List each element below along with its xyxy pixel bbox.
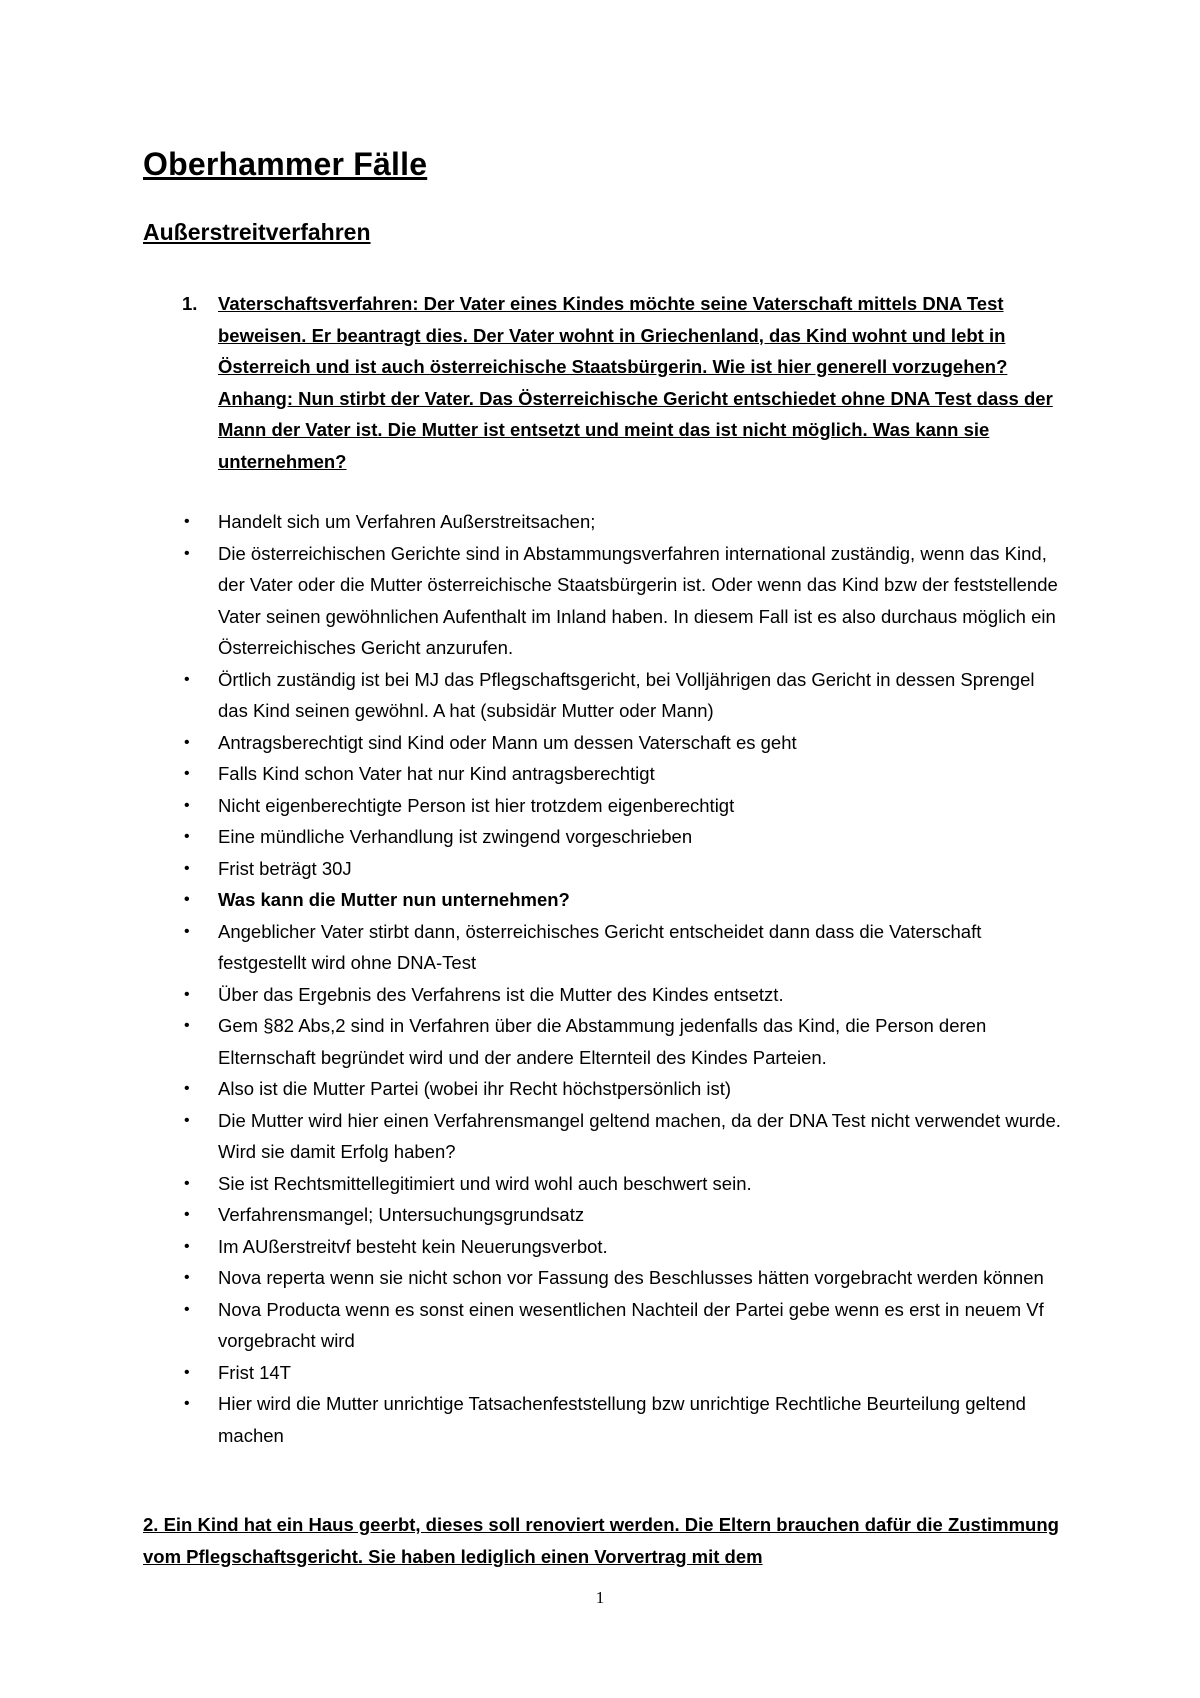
list-item-text: Nicht eigenberechtigte Person ist hier trotzdem eigenberechtigt — [218, 794, 735, 816]
list-item — [182, 758, 1062, 790]
question-1-number: 1. — [182, 293, 198, 314]
bullet-icon: • — [184, 1300, 190, 1318]
bullet-icon: • — [184, 891, 190, 908]
list-item-text: Nova Producta wenn es sonst einen wesentlichen Nachteil der Partei gebe wenn es erst in neuem Vf vorgebracht wird — [218, 1298, 1044, 1351]
list-item-text: Die österreichischen Gerichte sind in Abstammungsverfahren international zuständig, wenn das Kind, der Vater oder die Mutter österreichische Staatsbürgerin ist. Oder wenn das Kind bzw der feststellende Vater seinen gewöhnlichen Aufenthalt im Inland haben. In diesem Fall ist es also durchaus möglich ein Österreichisches Gericht anzurufen. — [218, 542, 1058, 658]
list-item — [182, 1010, 1062, 1073]
question-1 — [182, 288, 1062, 477]
list-item-text: Örtlich zuständig ist bei MJ das Pflegschaftsgericht, bei Volljährigen das Gericht in dessen Sprengel das Kind seinen gewöhnl. A hat (subsidär Mutter oder Mann) — [218, 668, 1035, 721]
list-item-text: Sie ist Rechtsmittellegitimiert und wird wohl auch beschwert sein. — [218, 1172, 752, 1194]
list-item — [182, 1231, 1062, 1263]
list-item — [182, 790, 1062, 822]
list-item-text: Eine mündliche Verhandlung ist zwingend vorgeschrieben — [218, 826, 693, 847]
bullet-icon: • — [184, 513, 190, 530]
list-item — [182, 727, 1062, 759]
list-item-text: Die Mutter wird hier einen Verfahrensmangel geltend machen, da der DNA Test nicht verwendet wurde. Wird sie damit Erfolg haben? — [218, 1109, 1061, 1162]
bullet-icon: • — [184, 1237, 190, 1255]
list-item — [182, 1388, 1062, 1451]
bullet-icon: • — [184, 922, 190, 940]
bullet-icon: • — [184, 985, 190, 1003]
answer-bullet-list — [182, 506, 1062, 1451]
question-2-text: 2. Ein Kind hat ein Haus geerbt, dieses soll renoviert werden. Die Eltern brauchen dafür die Zustimmung vom Pflegschaftsgericht. Sie haben lediglich einen Vorvertrag mit dem — [143, 1514, 1059, 1567]
list-item-text: Also ist die Mutter Partei (wobei ihr Recht höchstpersönlich ist) — [218, 1078, 732, 1099]
list-item — [182, 884, 1062, 916]
list-item — [182, 506, 1062, 538]
list-item — [182, 1357, 1062, 1389]
list-item — [182, 853, 1062, 885]
document-title: Oberhammer Fälle — [143, 146, 428, 182]
list-item-text: Über das Ergebnis des Verfahrens ist die Mutter des Kindes entsetzt. — [218, 983, 784, 1005]
bullet-icon: • — [184, 1269, 190, 1286]
list-item-text: Verfahrensmangel; Untersuchungsgrundsatz — [218, 1204, 585, 1225]
list-item-text: Antragsberechtigt sind Kind oder Mann um dessen Vaterschaft es geht — [218, 731, 797, 753]
list-item — [182, 916, 1062, 979]
bullet-icon: • — [184, 670, 190, 688]
list-item — [182, 1199, 1062, 1231]
bullet-icon: • — [184, 1363, 190, 1381]
list-item-text: Angeblicher Vater stirbt dann, österreichisches Gericht entscheidet dann dass die Vaterschaft festgestellt wird ohne DNA-Test — [218, 920, 982, 973]
bullet-icon: • — [184, 1017, 190, 1034]
list-item-text: Hier wird die Mutter unrichtige Tatsachenfeststellung bzw unrichtige Rechtliche Beurteilung geltend machen — [218, 1393, 1026, 1446]
list-item-text: Handelt sich um Verfahren Außerstreitsachen; — [218, 511, 596, 532]
question-1-text: Vaterschaftsverfahren: Der Vater eines Kindes möchte seine Vaterschaft mittels DNA Test beweisen. Er beantragt dies. Der Vater wohnt in Griechenland, das Kind wohnt und lebt in Österreich und ist auch österreichische Staatsbürgerin. Wie ist hier generell vorzugehen? Anhang: Nun stirbt der Vater. Das Österreichische Gericht entschiedet ohne DNA Test dass der Mann der Vater ist. Die Mutter ist entsetzt und meint das ist nicht möglich. Was kann sie unternehmen? — [218, 293, 1053, 472]
list-item-text: Falls Kind schon Vater hat nur Kind antragsberechtigt — [218, 763, 655, 784]
list-item — [182, 538, 1062, 664]
list-item — [182, 1294, 1062, 1357]
list-item-text: Was kann die Mutter nun unternehmen? — [218, 889, 570, 910]
list-item — [182, 664, 1062, 727]
list-item — [182, 821, 1062, 853]
page-number: 1 — [595, 1588, 605, 1607]
list-item-text: Gem §82 Abs,2 sind in Verfahren über die Abstammung jedenfalls das Kind, die Person deren Elternschaft begründet wird und der andere Elternteil des Kindes Parteien. — [218, 1015, 987, 1068]
list-item-text: Frist beträgt 30J — [218, 857, 352, 879]
list-item — [182, 1105, 1062, 1168]
list-item-text: Im AUßerstreitvf besteht kein Neuerungsverbot. — [218, 1235, 608, 1257]
bullet-icon: • — [184, 765, 190, 782]
bullet-icon: • — [184, 544, 190, 562]
bullet-icon: • — [184, 1395, 190, 1412]
bullet-icon: • — [184, 1206, 190, 1223]
list-item — [182, 1073, 1062, 1105]
bullet-icon: • — [184, 859, 190, 877]
bullet-icon: • — [184, 828, 190, 845]
bullet-icon: • — [184, 733, 190, 751]
list-item-text: Nova reperta wenn sie nicht schon vor Fassung des Beschlusses hätten vorgebracht werden können — [218, 1267, 1044, 1288]
list-item — [182, 1262, 1062, 1294]
list-item — [182, 1168, 1062, 1200]
list-item-text: Frist 14T — [218, 1361, 291, 1383]
section-heading: Außerstreitverfahren — [143, 219, 371, 245]
list-item — [182, 979, 1062, 1011]
bullet-icon: • — [184, 1111, 190, 1129]
bullet-icon: • — [184, 796, 190, 814]
bullet-icon: • — [184, 1080, 190, 1097]
bullet-icon: • — [184, 1174, 190, 1192]
